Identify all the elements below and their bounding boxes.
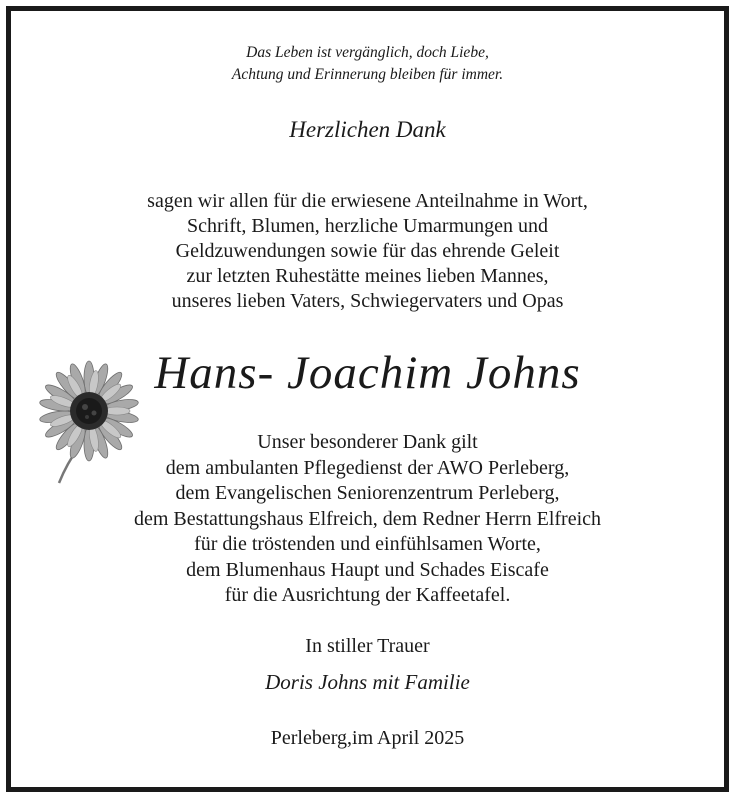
special-thanks-line: dem Evangelischen Seniorenzentrum Perleberg, (175, 482, 560, 504)
special-thanks-line: für die Ausrichtung der Kaffeetafel. (224, 584, 511, 606)
special-thanks-line: für die tröstenden und einfühlsamen Worte, (194, 533, 541, 555)
special-thanks (11, 430, 724, 609)
special-thanks-line: dem Blumenhaus Haupt und Schades Eiscafe (186, 558, 549, 581)
motto-line-1: Das Leben ist vergänglich, doch Liebe, (246, 44, 489, 61)
intro-line: Schrift, Blumen, herzliche Umarmungen und (186, 215, 548, 237)
intro-line: sagen wir allen für die erwiesene Anteilnahme in Wort, (147, 190, 588, 212)
signer: Doris Johns mit Familie (265, 670, 470, 694)
deceased-name: Hans- Joachim Johns (154, 347, 581, 399)
special-thanks-line: Unser besonderer Dank gilt (257, 431, 478, 453)
obituary-notice (6, 6, 729, 792)
intro-line: unseres lieben Vaters, Schwiegervaters und Opas (171, 290, 564, 312)
motto (11, 42, 724, 86)
thanks-heading: Herzlichen Dank (289, 117, 446, 142)
motto-line-2: Achtung und Erinnerung bleiben für immer. (231, 66, 504, 83)
intro-line: Geldzuwendungen sowie für das ehrende Geleit (175, 240, 560, 262)
place-date: Perleberg,im April 2025 (270, 727, 465, 749)
special-thanks-line: dem Bestattungshaus Elfreich, dem Redner Herrn Elfreich (133, 507, 602, 530)
special-thanks-line: dem ambulanten Pflegedienst der AWO Perleberg, (165, 456, 570, 479)
intro-text (11, 189, 724, 314)
intro-line: zur letzten Ruhestätte meines lieben Mannes, (186, 265, 549, 287)
mourning-label: In stiller Trauer (305, 635, 430, 657)
